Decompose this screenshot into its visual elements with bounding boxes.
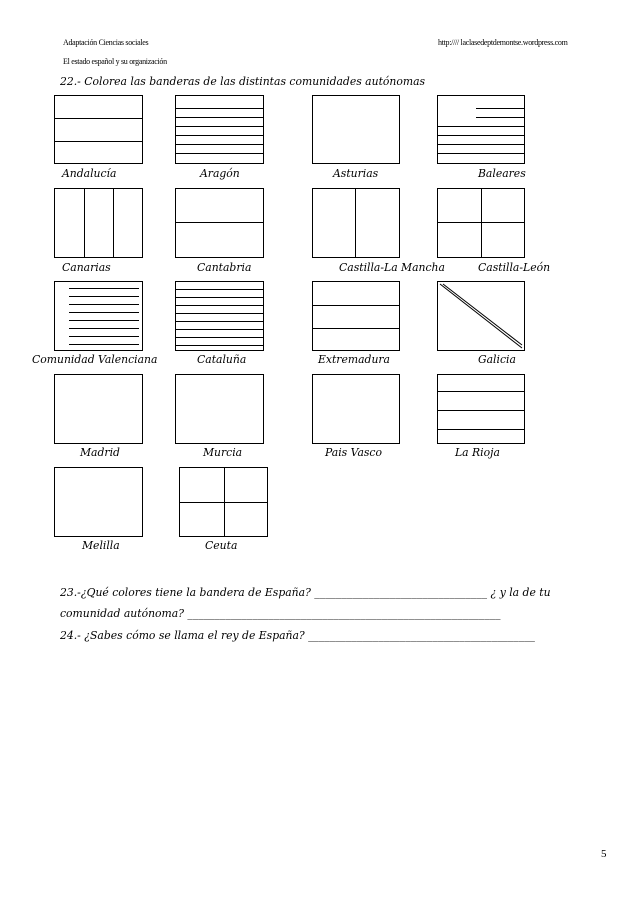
flag-cantabria[interactable] bbox=[175, 188, 264, 258]
label-andalucia: Andalucía bbox=[62, 167, 117, 180]
flag-extremadura[interactable] bbox=[312, 281, 400, 351]
label-comunidad-valenciana: Comunidad Valenciana bbox=[32, 353, 158, 366]
flag-madrid[interactable] bbox=[54, 374, 143, 444]
question-23-line-2: comunidad autónoma? __________________________________________________________ bbox=[60, 607, 501, 620]
flag-melilla[interactable] bbox=[54, 467, 143, 537]
label-cataluna: Cataluña bbox=[197, 353, 247, 366]
label-galicia: Galicia bbox=[478, 353, 516, 366]
flag-castilla-leon[interactable] bbox=[437, 188, 525, 258]
header-unit-title: El estado español y su organización bbox=[63, 57, 167, 66]
question-22: 22.- Colorea las banderas de las distintas comunidades autónomas bbox=[60, 75, 426, 88]
question-23-line-1: 23.-¿Qué colores tiene la bandera de España? ________________________________ ¿ y la de tu bbox=[60, 586, 551, 599]
flag-canarias[interactable] bbox=[54, 188, 143, 258]
label-melilla: Melilla bbox=[82, 539, 120, 552]
label-baleares: Baleares bbox=[478, 167, 526, 180]
flag-aragon[interactable] bbox=[175, 95, 264, 164]
label-la-rioja: La Rioja bbox=[455, 446, 500, 459]
flag-castilla-la-mancha[interactable] bbox=[312, 188, 400, 258]
label-castilla-la-mancha: Castilla-La Mancha bbox=[339, 261, 445, 274]
flag-murcia[interactable] bbox=[175, 374, 264, 444]
label-aragon: Aragón bbox=[200, 167, 240, 180]
flag-asturias[interactable] bbox=[312, 95, 400, 164]
header-course-title: Adaptación Ciencias sociales bbox=[63, 38, 149, 47]
label-extremadura: Extremadura bbox=[318, 353, 390, 366]
label-cantabria: Cantabria bbox=[197, 261, 252, 274]
flag-la-rioja[interactable] bbox=[437, 374, 525, 444]
page-number: 5 bbox=[601, 848, 607, 860]
flag-cataluna[interactable] bbox=[175, 281, 264, 351]
label-castilla-leon: Castilla-León bbox=[478, 261, 551, 274]
question-24: 24.- ¿Sabes cómo se llama el rey de España? __________________________________________ bbox=[60, 629, 535, 642]
flag-galicia[interactable] bbox=[437, 281, 525, 351]
flag-andalucia[interactable] bbox=[54, 95, 143, 164]
flag-comunidad-valenciana[interactable] bbox=[54, 281, 143, 351]
label-madrid: Madrid bbox=[80, 446, 120, 459]
flag-baleares[interactable] bbox=[437, 95, 525, 164]
header-blog-url[interactable]: http://// laclasedeptdemontse.wordpress.com bbox=[438, 38, 568, 47]
galicia-diagonal-band bbox=[438, 282, 524, 350]
flag-pais-vasco[interactable] bbox=[312, 374, 400, 444]
flag-ceuta[interactable] bbox=[179, 467, 268, 537]
label-canarias: Canarias bbox=[62, 261, 111, 274]
label-murcia: Murcia bbox=[203, 446, 243, 459]
label-pais-vasco: Pais Vasco bbox=[325, 446, 382, 459]
label-asturias: Asturias bbox=[333, 167, 379, 180]
label-ceuta: Ceuta bbox=[205, 539, 238, 552]
